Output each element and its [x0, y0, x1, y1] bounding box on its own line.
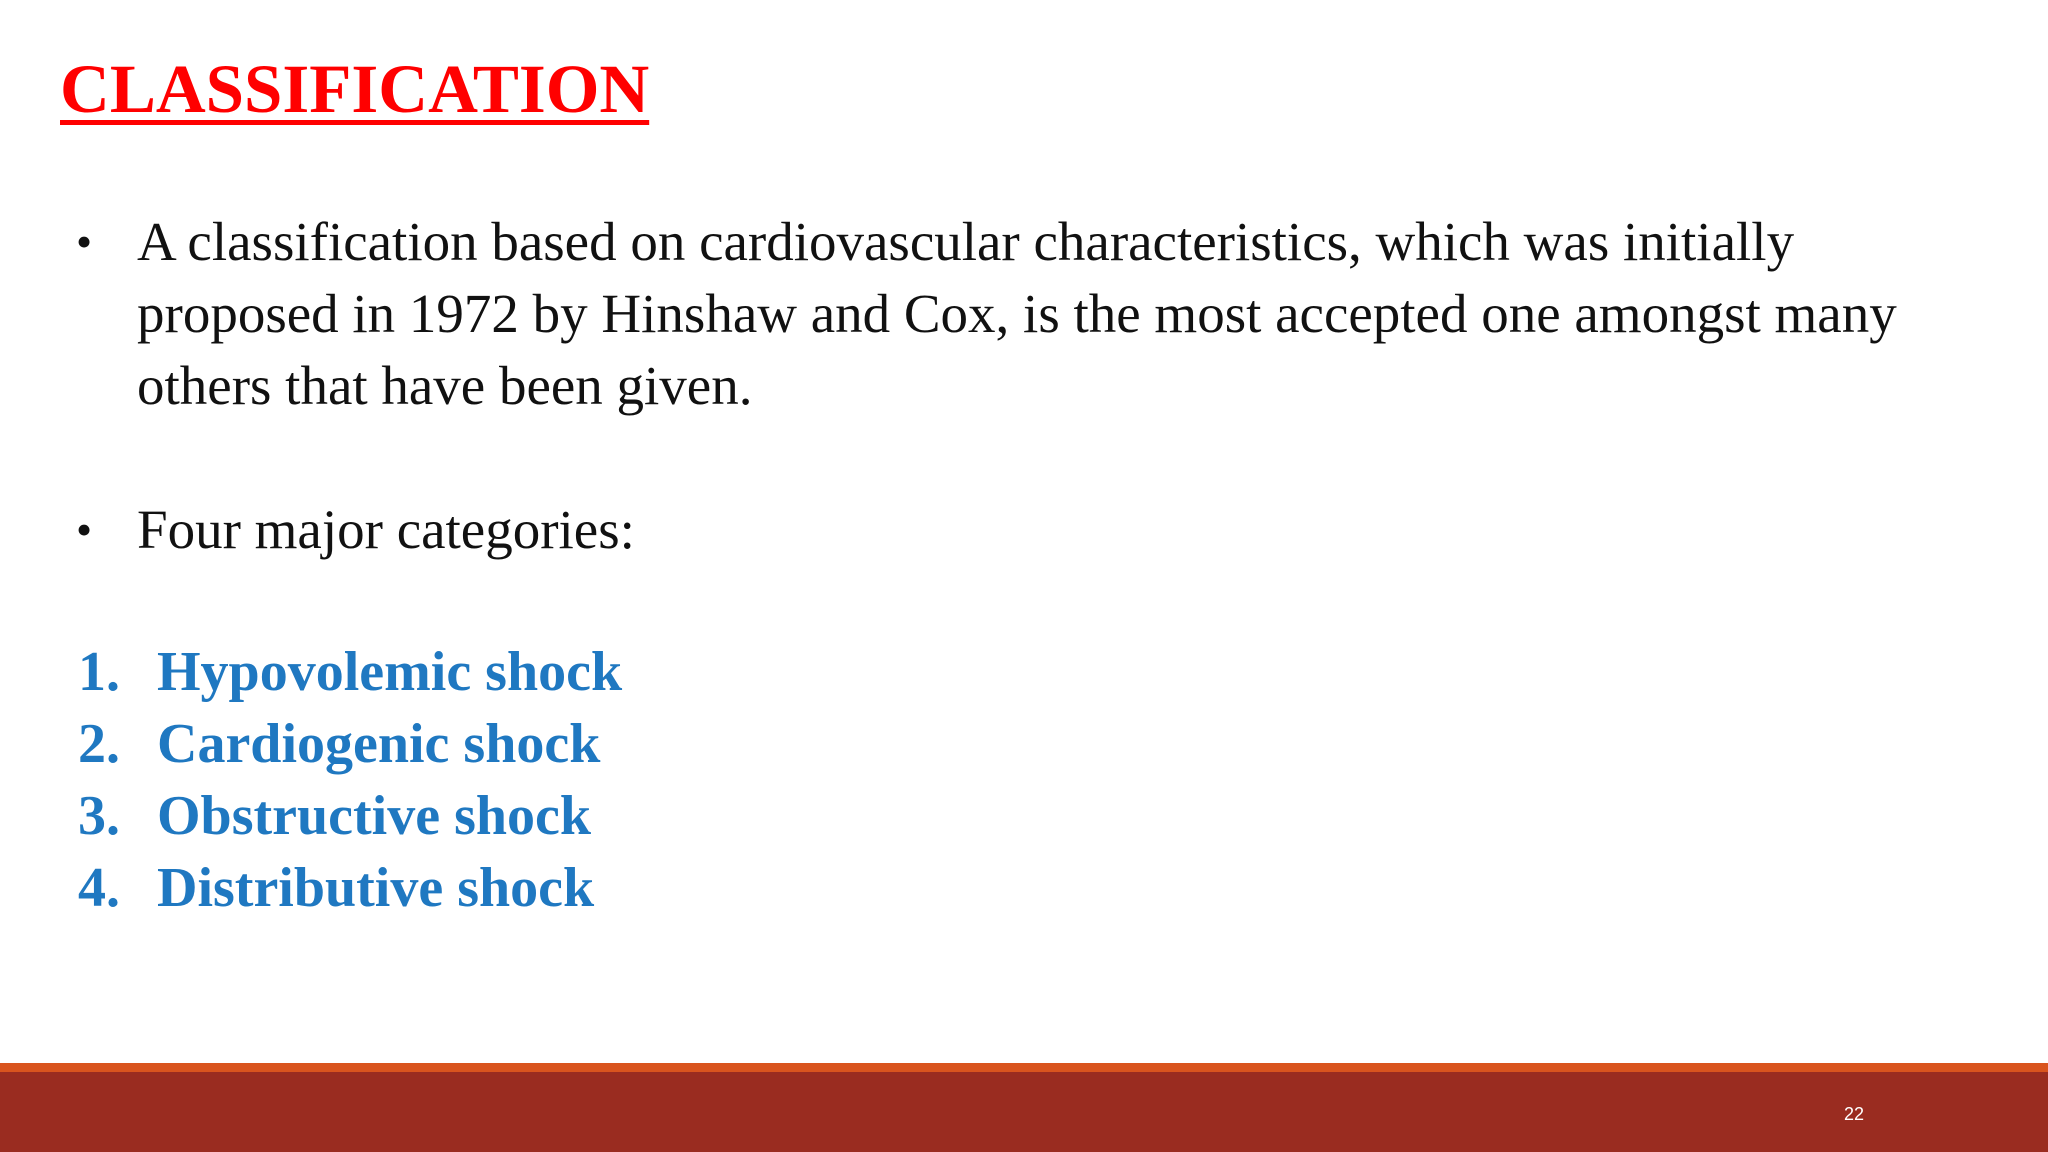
bullet-text: Four major categories:	[137, 499, 635, 560]
category-label: Cardiogenic shock	[157, 713, 601, 775]
category-label: Hypovolemic shock	[157, 641, 623, 703]
category-number: 3.	[78, 785, 120, 847]
category-item	[78, 708, 622, 780]
footer-bar	[0, 1072, 2048, 1152]
category-label: Distributive shock	[157, 857, 595, 919]
category-list	[78, 636, 622, 924]
bullet-item	[70, 206, 1970, 422]
bullet-item	[70, 494, 1970, 566]
page-number: 22	[1844, 1104, 1865, 1124]
bullet-list	[70, 206, 1970, 566]
category-number: 4.	[78, 857, 120, 919]
category-item	[78, 852, 622, 924]
category-item	[78, 780, 622, 852]
footer-stripe	[0, 1063, 2048, 1072]
category-label: Obstructive shock	[157, 785, 591, 847]
bullet-icon: •	[76, 216, 93, 267]
category-number: 2.	[78, 713, 120, 775]
category-number: 1.	[78, 641, 120, 703]
bullet-text: A classification based on cardiovascular characteristics, which was initially proposed in 1972 by Hinshaw and Cox, is the most accepted one amongst many others that have been given.	[137, 211, 1897, 416]
category-item	[78, 636, 622, 708]
bullet-icon: •	[76, 504, 93, 555]
slide-title: CLASSIFICATION	[60, 51, 650, 127]
